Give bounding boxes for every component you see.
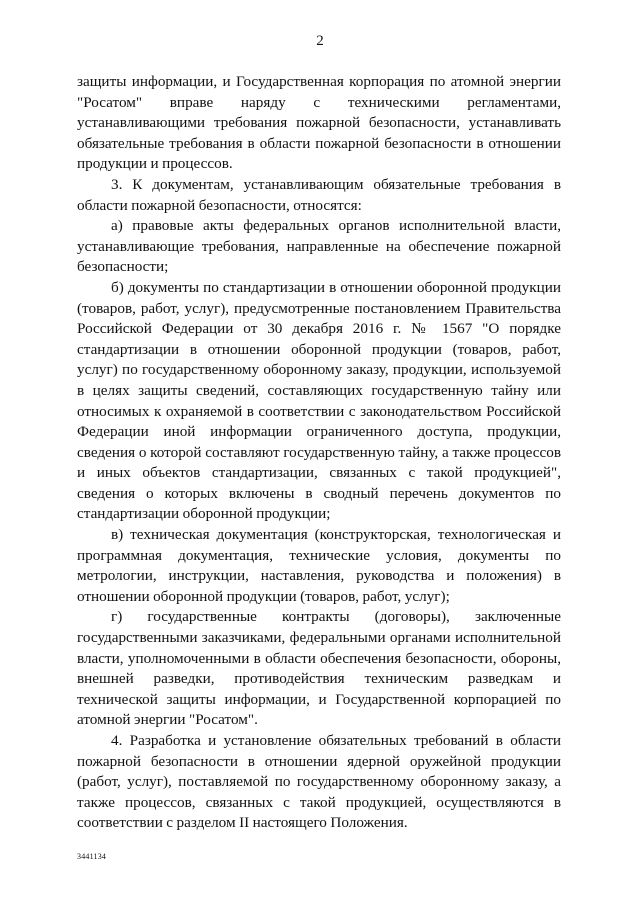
paragraph-item-3: 3. К документам, устанавливающим обязательные требования в области пожарной безопасности, относятся: <box>77 175 561 214</box>
paragraph-continuation: защиты информации, и Государственная корпорация по атомной энергии "Росатом" вправе наряду с техническими регламентами, устанавливающими требования пожарной безопасности, устанавливать обязательные требования в области пожарной безопасности в отношении продукции и процессов. <box>77 73 561 173</box>
document-body <box>77 72 561 834</box>
page-number: 2 <box>316 33 324 49</box>
paragraph-item-4: 4. Разработка и установление обязательных требований в области пожарной безопасности в отношении ядерной оружейной продукции (работ, услуг), поставляемой по государственному оборонному заказу, а также процессов, связанных с такой продукцией, осуществляются в соответствии с разделом II настоящего Положения. <box>77 732 561 832</box>
paragraph-subitem-a: а) правовые акты федеральных органов исполнительной власти, устанавливающие требования, направленные на обеспечение пожарной безопасности; <box>77 217 561 276</box>
paragraph-subitem-g: г) государственные контракты (договоры), заключенные государственными заказчиками, федеральными органами исполнительной власти, уполномоченными в области обеспечения безопасности, обороны, внешней разведки, противодействия техническим разведкам и технической защиты информации, и Государственной корпорацией по атомной энергии "Росатом". <box>77 608 561 729</box>
document-code: 3441134 <box>77 852 107 861</box>
paragraph-subitem-b: б) документы по стандартизации в отношении оборонной продукции (товаров, работ, услуг), предусмотренные постановлением Правительства Российской Федерации от 30 декабря 2016 г. № 1567 "О порядке стандартизации в отношении оборонной продукции (товаров, работ, услуг) по государственному оборонному заказу, продукции, используемой в целях защиты сведений, составляющих государственную тайну или относимых к охраняемой в соответствии с законодательством Российской Федерации иной информации ограниченного доступа, продукции, сведения о которой составляют государственную тайну, а также процессов и иных объектов стандартизации, связанных с такой продукцией", сведения о которых включены в сводный перечень документов по стандартизации оборонной продукции; <box>77 278 561 523</box>
paragraph-subitem-v: в) техническая документация (конструкторская, технологическая и программная документация, технические условия, документы по метрологии, инструкции, наставления, руководства и положения) в отношении оборонной продукции (товаров, работ, услуг); <box>77 526 561 605</box>
